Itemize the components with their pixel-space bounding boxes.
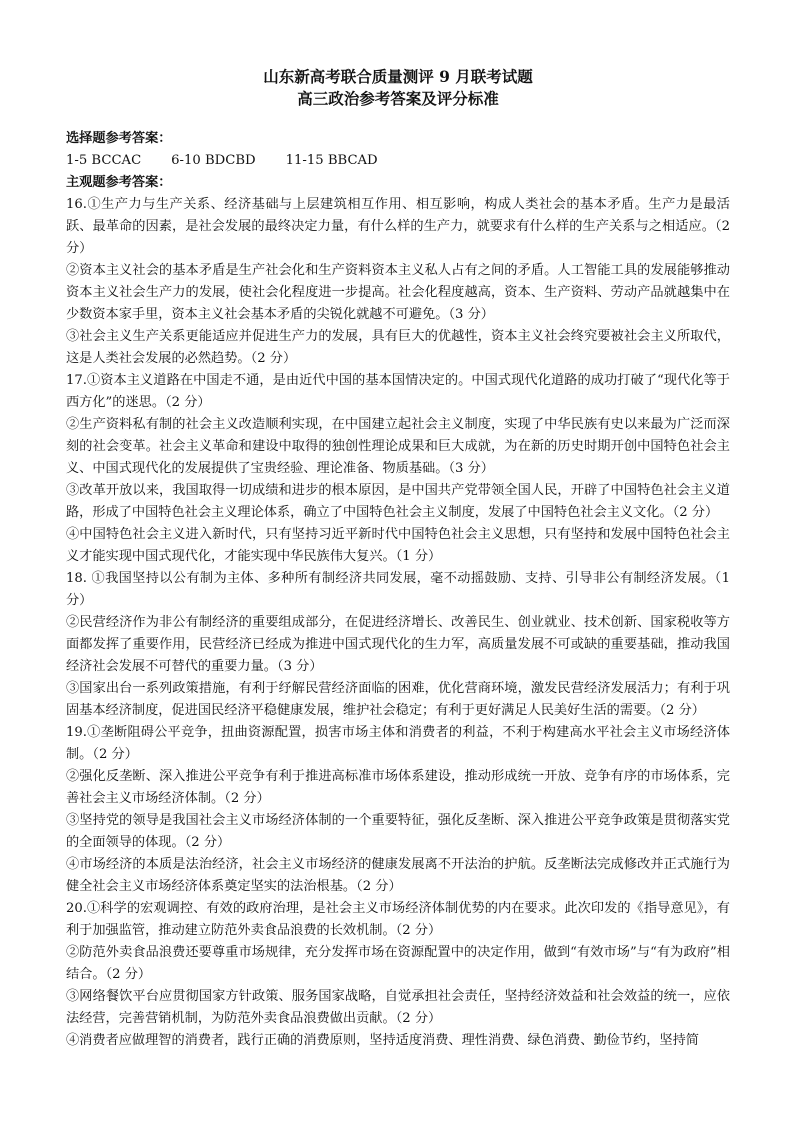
answer-paragraph: 20.①科学的宏观调控、有效的政府治理，是社会主义市场经济体制优势的内在要求。此次印发的《指导意见》，有利于加强监管，推动建立防范外卖食品浪费的长效机制。（2 分）: [66, 901, 730, 938]
answer-paragraph: ④中国特色社会主义进入新时代，只有坚持习近平新时代中国特色社会主义思想，只有坚持和发展中国特色社会主义才能实现中国式现代化，才能实现中华民族伟大复兴。（1 分）: [66, 527, 730, 564]
answer-paragraph: ③网络餐饮平台应贯彻国家方针政策、服务国家战略，自觉承担社会责任，坚持经济效益和社会效益的统一，应依法经营，完善营销机制，为防范外卖食品浪费做出贡献。（2 分）: [66, 989, 730, 1026]
subjective-heading: 主观题参考答案：: [66, 175, 172, 190]
answer-paragraph: ②生产资料私有制的社会主义改造顺利实现，在中国建立起社会主义制度，实现了中华民族有史以来最为广泛而深刻的社会变革。社会主义革命和建设中取得的独创性理论成果和巨大成就，为在新的历史时期开创中国特色社会主义、中国式现代化的发展提供了宝贵经验、理论准备、物质基础。（3 分）: [66, 417, 730, 476]
answer-paragraph: 16.①生产力与生产关系、经济基础与上层建筑相互作用、相互影响，构成人类社会的基本矛盾。生产力是最活跃、最革命的因素，是社会发展的最终决定力量，有什么样的生产力，就要求有什么样的生产关系与之相适应。（2 分）: [66, 197, 730, 256]
choice-answer-group: 1-5 BCCAC: [66, 153, 142, 168]
answer-paragraph: ③坚持党的领导是我国社会主义市场经济体制的一个重要特征，强化反垄断、深入推进公平竞争政策是贯彻落实党的全面领导的体现。（2 分）: [66, 813, 730, 850]
answer-paragraph: 18. ①我国坚持以公有制为主体、多种所有制经济共同发展，毫不动摇鼓励、支持、引导非公有制经济发展。（1 分）: [66, 571, 730, 608]
answer-paragraph: ④市场经济的本质是法治经济，社会主义市场经济的健康发展离不开法治的护航。反垄断法完成修改并正式施行为健全社会主义市场经济体系奠定坚实的法治根基。（2 分）: [66, 857, 730, 894]
answer-paragraph: ③国家出台一系列政策措施，有利于纾解民营经济面临的困难，优化营商环境，激发民营经济发展活力；有利于巩固基本经济制度，促进国民经济平稳健康发展，维护社会稳定；有利于更好满足人民美好生活的需要。（2 分）: [66, 681, 730, 718]
answer-paragraph: ④消费者应做理智的消费者，践行正确的消费原则，坚持适度消费、理性消费、绿色消费、勤俭节约，坚持简: [66, 1033, 699, 1048]
document-title: 山东新高考联合质量测评 9 月联考试题: [263, 67, 533, 86]
answer-paragraph: ②民营经济作为非公有制经济的重要组成部分，在促进经济增长、改善民生、创业就业、技术创新、国家税收等方面都发挥了重要作用，民营经济已经成为推进中国式现代化的生力军，高质量发展不可或缺的重要基础，推动我国经济社会发展不可替代的重要力量。（3 分）: [66, 615, 730, 674]
document-subtitle: 高三政治参考答案及评分标准: [297, 89, 499, 108]
answer-paragraph: 19.①垄断阻碍公平竞争，扭曲资源配置，损害市场主体和消费者的利益，不利于构建高水平社会主义市场经济体制。（2 分）: [66, 725, 730, 762]
choice-heading: 选择题参考答案：: [66, 131, 172, 146]
answer-paragraph: ②资本主义社会的基本矛盾是生产社会化和生产资料资本主义私人占有之间的矛盾。人工智能工具的发展能够推动资本主义社会生产力的发展，使社会化程度进一步提高。社会化程度越高，资本、生产资料、劳动产品就越集中在少数资本家手里，资本主义社会基本矛盾的尖锐化就越不可避免。（3 分）: [66, 263, 730, 322]
choice-answers: [66, 150, 730, 172]
answer-paragraph: ③社会主义生产关系更能适应并促进生产力的发展，具有巨大的优越性，资本主义社会终究要被社会主义所取代，这是人类社会发展的必然趋势。（2 分）: [66, 329, 730, 366]
answer-document: [66, 66, 730, 1052]
choice-answer-group: 11-15 BBCAD: [285, 153, 378, 168]
answer-paragraph: ②强化反垄断、深入推进公平竞争有利于推进高标准市场体系建设，推动形成统一开放、竞争有序的市场体系，完善社会主义市场经济体制。（2 分）: [66, 769, 730, 806]
answer-paragraph: ③改革开放以来，我国取得一切成绩和进步的根本原因，是中国共产党带领全国人民，开辟了中国特色社会主义道路，形成了中国特色社会主义理论体系，确立了中国特色社会主义制度，发展了中国特色社会主义文化。（2 分）: [66, 483, 730, 520]
choice-answer-group: 6-10 BDCBD: [171, 153, 256, 168]
answer-paragraph: ②防范外卖食品浪费还要尊重市场规律，充分发挥市场在资源配置中的决定作用，做到“有效市场”与“有为政府”相结合。（2 分）: [66, 945, 730, 982]
answer-paragraph: 17.①资本主义道路在中国走不通，是由近代中国的基本国情决定的。中国式现代化道路的成功打破了“现代化等于西方化”的迷思。（2 分）: [66, 373, 730, 410]
